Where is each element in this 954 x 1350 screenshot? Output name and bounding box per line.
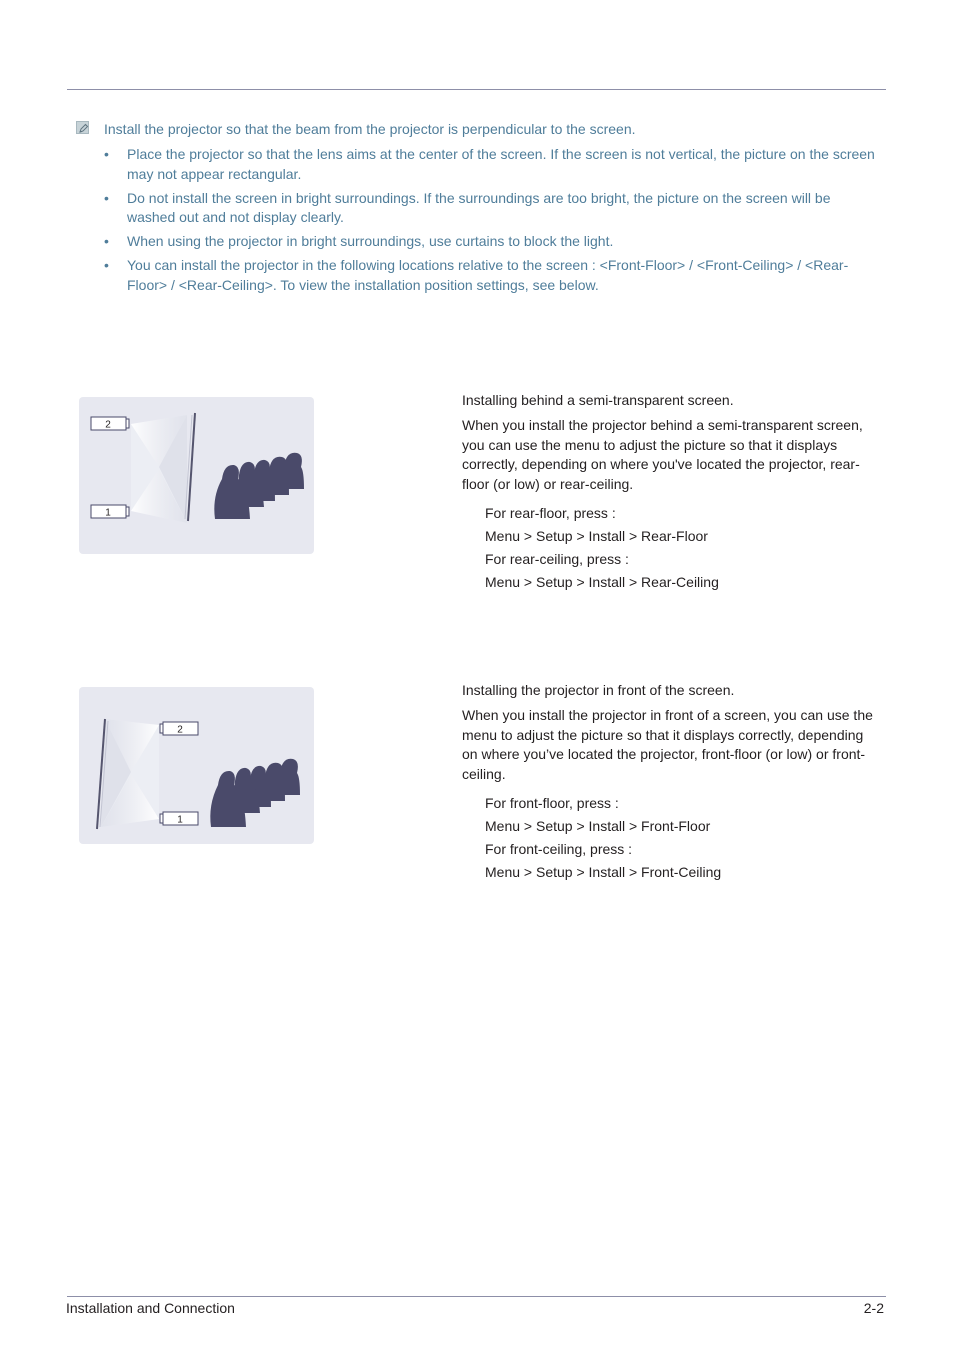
guideline-list — [104, 145, 876, 300]
front-install-heading: Installing the projector in front of the screen. — [462, 682, 735, 698]
projector-label-1: 1 — [177, 814, 183, 826]
list-item: • You can install the projector in the following locations relative to the screen : <Front-Floor> / <Front-Ceiling> / <Rear-Floor> / <Rear-Ceiling>. To view the installation position settings, see below. — [104, 257, 849, 293]
rear-floor-label: For rear-floor, press : — [485, 505, 616, 521]
rear-floor-menu-path: Menu > Setup > Install > Rear-Floor — [485, 527, 708, 544]
note-text: Install the projector so that the beam from the projector is perpendicular to the screen. — [104, 121, 636, 137]
note-pencil-icon — [76, 121, 89, 134]
bullet-icon: • — [104, 257, 109, 273]
list-item: • Do not install the screen in bright surroundings. If the surroundings are too bright, the picture on the screen will be washed out and not display clearly. — [104, 189, 831, 225]
rear-install-heading: Installing behind a semi-transparent screen. — [462, 392, 734, 408]
header-rule — [67, 89, 886, 90]
rear-ceiling-label: For rear-ceiling, press : — [485, 551, 629, 567]
rear-install-section — [462, 391, 878, 596]
bullet-icon: • — [104, 233, 109, 249]
front-install-body: When you install the projector in front of a screen, you can use the menu to adjust the picture so that it displays correctly, depending on where you’ve located the projector, front-floor (or low) or front-ceiling. — [462, 707, 873, 782]
front-ceiling-label: For front-ceiling, press : — [485, 841, 633, 857]
front-install-section — [462, 681, 878, 886]
projector-label-2: 2 — [105, 419, 111, 431]
front-floor-label: For front-floor, press : — [485, 795, 619, 811]
bullet-icon: • — [104, 189, 109, 206]
projector-label-1: 1 — [105, 507, 111, 519]
front-floor-menu-path: Menu > Setup > Install > Front-Floor — [485, 817, 711, 834]
front-install-figure — [79, 687, 314, 844]
list-item: • Place the projector so that the lens aims at the center of the screen. If the screen is not vertical, the picture on the screen may not appear rectangular. — [104, 146, 875, 182]
audience-silhouette — [214, 453, 304, 519]
page-number: 2-2 — [863, 1300, 884, 1316]
list-item: • When using the projector in bright surroundings, use curtains to block the light. — [104, 232, 876, 252]
footer-section-title: Installation and Connection — [66, 1300, 235, 1316]
footer-rule — [67, 1296, 886, 1297]
bullet-icon: • — [104, 146, 109, 162]
rear-ceiling-menu-path: Menu > Setup > Install > Rear-Ceiling — [485, 573, 719, 590]
audience-silhouette — [210, 759, 300, 827]
rear-install-body: When you install the projector behind a semi-transparent screen, you can use the menu to adjust the picture so that it displays correctly, depending on where you've located the projector, rear-floor (or low) or rear-ceiling. — [462, 417, 863, 492]
rear-install-figure — [79, 397, 314, 554]
front-ceiling-menu-path: Menu > Setup > Install > Front-Ceiling — [485, 863, 722, 880]
projector-label-2: 2 — [177, 724, 183, 736]
